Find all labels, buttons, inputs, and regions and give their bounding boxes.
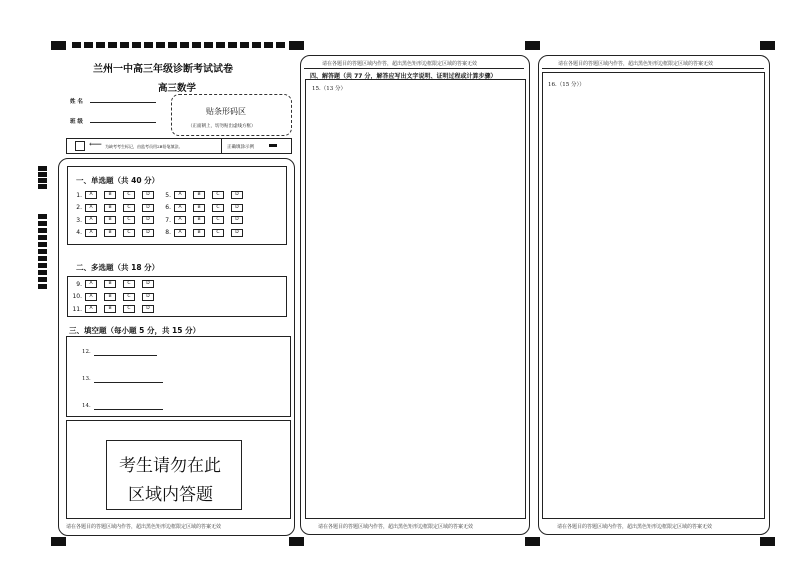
timing-side-mark <box>38 178 47 183</box>
option-bubble[interactable]: A <box>174 216 186 224</box>
option-bubble[interactable]: D <box>231 204 243 212</box>
question-row <box>70 280 161 288</box>
question-number: 8. <box>165 229 171 236</box>
timing-dash <box>156 42 165 48</box>
option-bubble[interactable]: B <box>104 229 116 237</box>
option-bubble[interactable]: B <box>193 216 205 224</box>
question-number: 1. <box>76 191 82 199</box>
option-bubble[interactable]: A <box>85 229 97 237</box>
absent-note: 为缺考考生标记，由监考员用2B铅笔填涂。 <box>105 143 183 149</box>
question-row <box>70 204 161 212</box>
question-row <box>70 216 161 224</box>
timing-dash <box>120 42 129 48</box>
option-bubble[interactable]: B <box>193 191 205 199</box>
timing-dash <box>72 42 81 48</box>
barcode-title: 贴条形码区 <box>206 107 246 116</box>
option-bubble[interactable]: B <box>104 305 116 313</box>
q13-label: 13. <box>82 376 91 382</box>
option-bubble[interactable]: C <box>123 216 135 224</box>
option-bubble[interactable]: C <box>123 280 135 288</box>
question-number: 6. <box>165 204 171 211</box>
question-row <box>70 305 161 313</box>
option-bubble[interactable]: B <box>104 204 116 212</box>
option-bubble[interactable]: D <box>231 229 243 237</box>
q12-answer-field[interactable] <box>94 348 157 356</box>
option-bubble[interactable]: A <box>174 204 186 212</box>
timing-dash <box>252 42 261 48</box>
option-bubble[interactable]: C <box>212 191 224 199</box>
registration-mark <box>51 41 66 50</box>
timing-side-mark <box>38 235 47 240</box>
option-bubble[interactable]: A <box>85 293 97 301</box>
barcode-area <box>171 94 292 136</box>
timing-dash <box>228 42 237 48</box>
timing-dash <box>240 42 249 48</box>
option-bubble[interactable]: B <box>193 204 205 212</box>
option-bubble[interactable]: C <box>123 191 135 199</box>
option-bubble[interactable]: C <box>123 305 135 313</box>
option-bubble[interactable]: D <box>142 216 154 224</box>
q16-label: 16.（15 分）） <box>548 82 585 88</box>
option-bubble[interactable]: D <box>142 204 154 212</box>
timing-side-mark <box>38 270 47 275</box>
timing-side-mark <box>38 249 47 254</box>
fill-example-label: 正确填涂示例 <box>227 144 254 150</box>
q15-answer-box[interactable] <box>305 79 526 519</box>
no-answer-line-1: 考生请勿在此 <box>119 456 221 476</box>
question-row <box>159 216 250 224</box>
divider <box>221 139 222 153</box>
timing-side-mark <box>38 166 47 171</box>
timing-side-mark <box>38 284 47 289</box>
timing-dash <box>216 42 225 48</box>
name-field[interactable] <box>90 96 156 103</box>
question-row <box>159 191 250 199</box>
middle-top-rule <box>304 68 524 69</box>
registration-mark <box>525 537 540 546</box>
question-row <box>70 191 161 199</box>
absent-checkbox[interactable] <box>75 141 85 151</box>
bottom-notice-middle: 请在各题目的答题区域内作答，超出黑色矩形边框限定区域的答案无效 <box>318 524 474 530</box>
question-row <box>159 204 250 212</box>
timing-side-mark <box>38 214 47 219</box>
question-number: 10. <box>72 293 82 300</box>
option-bubble[interactable]: A <box>85 280 97 288</box>
registration-mark <box>525 41 540 50</box>
section-3-title: 三、填空题（每小题 5 分，共 15 分） <box>69 326 201 335</box>
q14-answer-field[interactable] <box>94 402 163 410</box>
registration-mark <box>289 41 304 50</box>
no-answer-label-box <box>106 440 242 510</box>
option-bubble[interactable]: D <box>142 293 154 301</box>
option-bubble[interactable]: A <box>85 191 97 199</box>
option-bubble[interactable]: C <box>123 204 135 212</box>
option-bubble[interactable]: A <box>174 229 186 237</box>
question-row <box>70 229 161 237</box>
q16-answer-box[interactable] <box>542 72 765 519</box>
option-bubble[interactable]: C <box>123 229 135 237</box>
fill-example-mark <box>269 144 277 147</box>
timing-side-mark <box>38 184 47 189</box>
q14-label: 14. <box>82 403 91 409</box>
option-bubble[interactable]: B <box>193 229 205 237</box>
barcode-note: （正面朝上，切勿贴出虚线方框） <box>188 124 256 129</box>
option-bubble[interactable]: C <box>212 229 224 237</box>
timing-dash <box>180 42 189 48</box>
bottom-notice-left: 请在各题目的答题区域内作答，超出黑色矩形边框限定区域的答案无效 <box>66 524 222 530</box>
no-answer-line-2: 区域内答题 <box>128 485 213 505</box>
option-bubble[interactable]: A <box>85 305 97 313</box>
registration-mark <box>51 537 66 546</box>
option-bubble[interactable]: C <box>212 216 224 224</box>
option-bubble[interactable]: B <box>104 280 116 288</box>
option-bubble[interactable]: D <box>142 191 154 199</box>
registration-mark <box>760 41 775 50</box>
question-number: 9. <box>76 280 82 288</box>
question-number: 11. <box>72 305 82 313</box>
registration-mark <box>289 537 304 546</box>
timing-dash <box>144 42 153 48</box>
option-bubble[interactable]: D <box>142 305 154 313</box>
timing-side-mark <box>38 263 47 268</box>
timing-dash <box>96 42 105 48</box>
q12-label: 12. <box>82 349 91 355</box>
timing-dash <box>264 42 273 48</box>
timing-dash <box>84 42 93 48</box>
question-row <box>70 293 161 301</box>
timing-dash <box>204 42 213 48</box>
top-notice-middle: 请在各题目的答题区域内作答，超出黑色矩形边框限定区域的答案无效 <box>322 61 478 67</box>
subject-title: 高三数学 <box>158 83 197 94</box>
timing-side-mark <box>38 172 47 177</box>
timing-dash <box>108 42 117 48</box>
timing-side-mark <box>38 277 47 282</box>
option-bubble[interactable]: B <box>104 293 116 301</box>
option-bubble[interactable]: D <box>142 280 154 288</box>
class-field[interactable] <box>90 116 156 123</box>
top-notice-right: 请在各题目的答题区域内作答，超出黑色矩形边框限定区域的答案无效 <box>558 61 714 67</box>
timing-dash <box>276 42 285 48</box>
timing-dash <box>168 42 177 48</box>
q15-label: 15.（13 分） <box>312 86 346 92</box>
section-4-title: 四、解答题（共 77 分，解答应写出文字说明、证明过程或计算步骤） <box>310 73 497 80</box>
option-bubble[interactable]: D <box>142 229 154 237</box>
option-bubble[interactable]: D <box>231 191 243 199</box>
absent-mark-strip <box>66 138 292 154</box>
registration-mark <box>760 537 775 546</box>
option-bubble[interactable]: C <box>212 204 224 212</box>
section-1-title: 一、单选题（共 40 分） <box>76 176 160 185</box>
option-bubble[interactable]: A <box>85 204 97 212</box>
timing-side-mark <box>38 256 47 261</box>
question-number: 5. <box>165 191 171 199</box>
question-row <box>159 229 250 237</box>
option-bubble[interactable]: B <box>104 191 116 199</box>
timing-dash <box>132 42 141 48</box>
section-2-title: 二、多选题（共 18 分） <box>76 263 160 272</box>
option-bubble[interactable]: D <box>231 216 243 224</box>
timing-side-mark <box>38 228 47 233</box>
option-bubble[interactable]: A <box>174 191 186 199</box>
timing-dash <box>192 42 201 48</box>
q13-answer-field[interactable] <box>94 375 163 383</box>
option-bubble[interactable]: C <box>123 293 135 301</box>
question-number: 4. <box>76 229 82 236</box>
question-number: 7. <box>165 216 171 224</box>
timing-side-mark <box>38 242 47 247</box>
question-number: 2. <box>76 204 82 211</box>
name-label: 姓 名 <box>70 99 83 105</box>
option-bubble[interactable]: A <box>85 216 97 224</box>
bottom-notice-right: 请在各题目的答题区域内作答，超出黑色矩形边框限定区域的答案无效 <box>557 524 713 530</box>
timing-side-mark <box>38 221 47 226</box>
option-bubble[interactable]: B <box>104 216 116 224</box>
arrow-left-icon: ⟵ <box>89 140 102 150</box>
question-number: 3. <box>76 216 82 224</box>
right-top-rule <box>542 68 764 69</box>
exam-title: 兰州一中高三年级诊断考试试卷 <box>93 64 233 75</box>
class-label: 班 级 <box>70 119 83 125</box>
